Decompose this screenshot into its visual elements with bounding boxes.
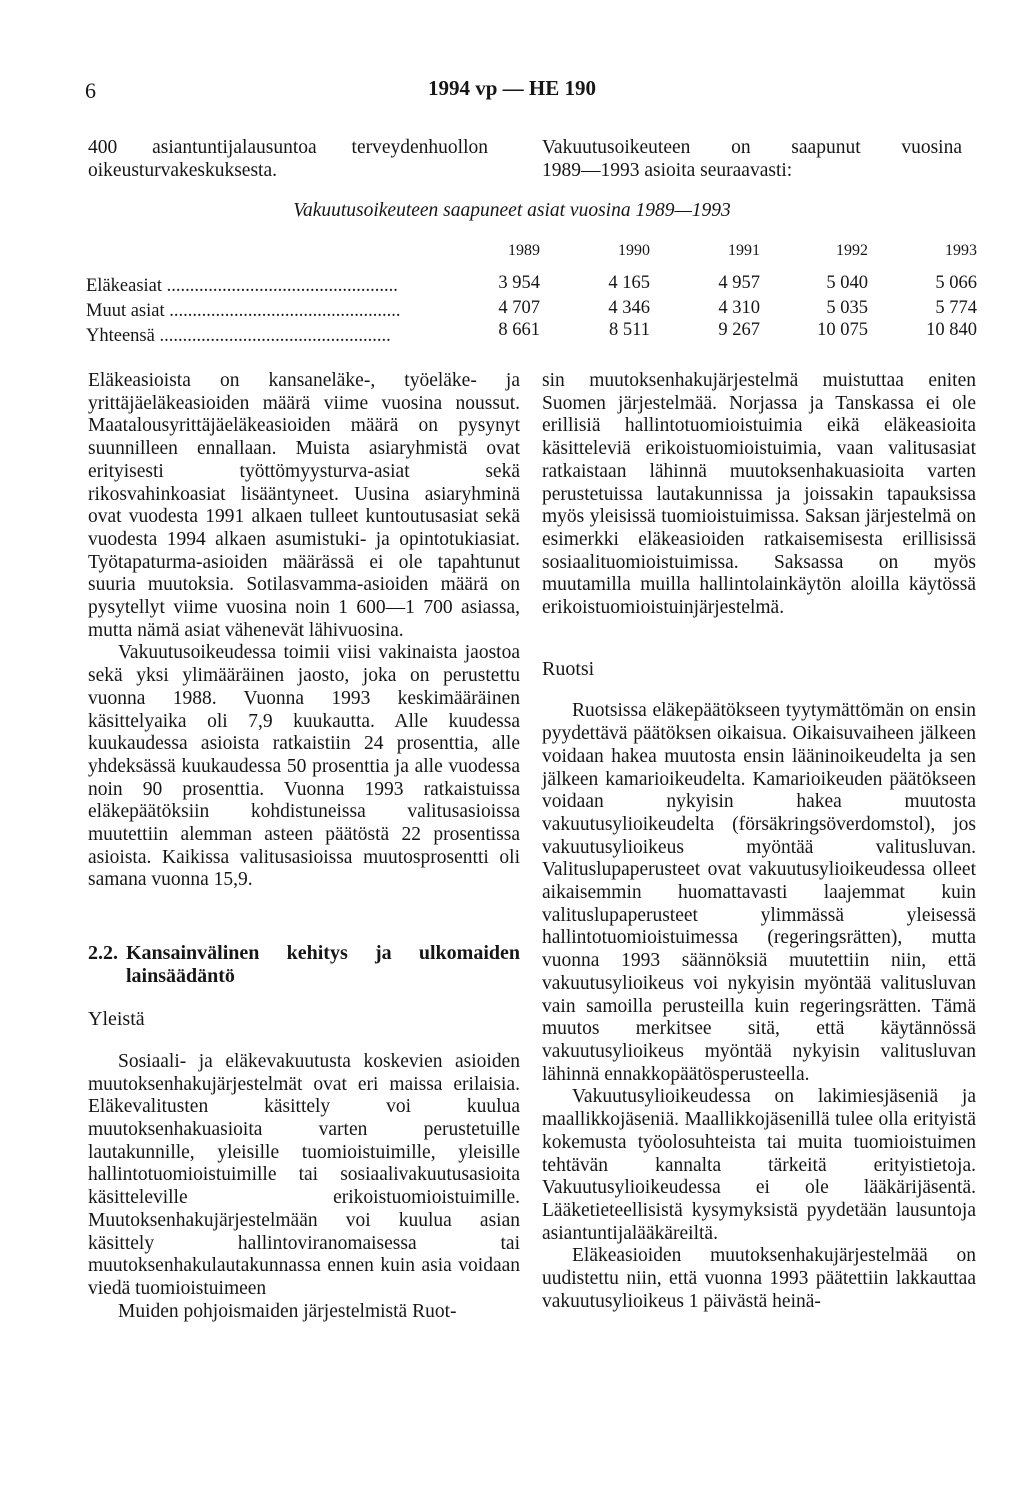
left-paragraph-4: Muiden pohjoismaiden järjestelmistä Ruot- — [118, 1300, 457, 1322]
left-paragraph-1: Eläkeasioista on kansaneläke-, työeläke- ja yrittäjäeläkeasioiden määrä viime vuosina noussut. Maatalousyrittäjäeläkeasioiden määrä on pysynyt suunnilleen ennallaan. Muista asiaryhmistä ovat erityisesti työttömyysturva-asiat sekä rikosvahinkoasiat lisääntyneet. Uusina asiaryhminä ovat vuodesta 1991 alkaen tulleet kuntoutusasiat sekä vuodesta 1994 alkaen asumistuki- ja opintotukiasiat. Työtapaturma-asioiden määrässä ei ole tapahtunut suuria muutoksia. Sotilasvamma-asioiden määrä on pysytellyt viime vuosina noin 1 600—1 700 asiassa, mutta nämä asiat vähenevät lähivuosina. — [88, 370, 520, 641]
right-paragraph-2: Ruotsissa eläkepäätökseen tyytymättömän on ensin pyydettävä päätöksen oikaisua. Oikaisuvaiheen jälkeen voidaan hakea muutosta ensin lääninoikeudelta ja sen jälkeen kamarioikeudelta. Kamarioikeuden päätökseen voidaan nykyisin hakea muutosta vakuutusylioikeudelta (försäkringsöverdomstol), jos vakuutusylioikeus myöntää valitusluvan. Valituslupaperusteet ovat vakuutusylioikeudessa olleet aikaisemmin huomattavasti laajemmat kuin valituslupaperusteet ylimmässä yleisessä hallintotuomioistuimessa (regeringsrätten), mutta vuonna 1993 säännöksiä muutettiin niin, että vakuutusylioikeus voi nykyisin myöntää valitusluvan vain samoilla perusteilla kuin regeringsrätten. Tämä muutos merkitsee sitä, että käytännössä vakuutusylioikeus myöntää nykyisin valitusluvan lähinnä ennakkopäätösperusteella. — [542, 700, 976, 1085]
table-cell: 4 310 — [718, 298, 760, 318]
table-cell: 9 267 — [718, 320, 760, 340]
year-header-1992: 1992 — [836, 242, 868, 259]
table-title: Vakuutusoikeuteen saapuneet asiat vuosina 1989—1993 — [293, 200, 731, 221]
table-cell: 5 066 — [935, 273, 977, 293]
row-label: Muut asiat .................................................. — [86, 301, 401, 321]
intro-right-line-1: Vakuutusoikeuteen on saapunut vuosina — [542, 137, 962, 158]
right-paragraph-1: sin muutoksenhakujärjestelmä muistuttaa eniten Suomen järjestelmää. Norjassa ja Tanskassa ei ole erillisiä hallintotuomioistuimia eikä eläkeasioita käsitteleviä erikoistuomioistuimia, vaan valitusasiat ratkaistaan lähinnä muutoksenhakuasioita varten perustetuissa lautakunnissa ja joissakin tapauksissa myös yleisissä tuomioistuimissa. Saksan järjestelmä on esimerkki eläkeasioiden ratkaisemisesta erillisissä sosiaalituomioistuimissa. Saksassa on myös muutamilla muilla hallintolainkäytön aloilla käytössä erikoistuomioistuinjärjestelmä. — [542, 370, 976, 619]
left-paragraph-3: Sosiaali- ja eläkevakuutusta koskevien asioiden muutoksenhakujärjestelmät ovat eri maissa erilaisia. Eläkevalitusten käsittely voi kuulua muutoksenhakuasioita varten perustetuille lautakunnille, yleisille tuomioistuimille, yleisille hallintotuomioistuimille tai sosiaalivakuutusasioita käsitteleville erikoistuomioistuimille. Muutoksenhakujärjestelmään voi kuulua asian käsittely hallintoviranomaisessa tai muutoksenhakulautakunnassa ennen kuin asia voidaan viedä tuomioistuimeen — [88, 1050, 520, 1299]
year-header-1991: 1991 — [728, 242, 760, 259]
right-paragraph-4: Eläkeasioiden muutoksenhakujärjestelmää on uudistettu niin, että vuonna 1993 päätettiin lakkauttaa vakuutusylioikeus 1 päivästä heinä- — [542, 1245, 976, 1312]
year-header-1990: 1990 — [618, 242, 650, 259]
year-header-1989: 1989 — [508, 242, 540, 259]
table-cell: 10 840 — [926, 320, 977, 340]
right-paragraph-3: Vakuutusylioikeudessa on lakimiesjäseniä ja maallikkojäseniä. Maallikkojäsenillä tulee olla erityistä kokemusta työolosuhteista tai muita tuomioistuimen tehtävän kannalta tärkeitä erityistietoja. Vakuutusylioikeudessa ei ole lääkärijäsentä. Lääketieteellisistä kysymyksistä pyydetään lausuntoja asiantuntijalääkäreiltä. — [542, 1086, 976, 1244]
intro-left-text: 400 asiantuntijalausuntoa terveydenhuollon oikeusturvakeskuksesta. — [88, 137, 488, 181]
table-cell: 4 957 — [718, 273, 760, 293]
table-cell: 5 035 — [826, 298, 868, 318]
table-cell: 8 511 — [609, 320, 650, 340]
table-cell: 5 040 — [826, 273, 868, 293]
subheading-yleista: Yleistä — [88, 1008, 145, 1031]
subheading-ruotsi: Ruotsi — [542, 657, 595, 680]
intro-right-line-2: 1989—1993 asioita seuraavasti: — [542, 160, 793, 181]
table-cell: 8 661 — [498, 320, 540, 340]
row-label: Yhteensä .................................................. — [86, 326, 391, 346]
section-heading — [88, 942, 520, 988]
running-head: 1994 vp — HE 190 — [427, 76, 597, 100]
table-cell: 4 346 — [608, 298, 650, 318]
section-number: 2.2. — [88, 942, 118, 965]
intro-right-text — [542, 136, 962, 182]
year-header-1993: 1993 — [945, 242, 977, 259]
left-paragraph-2: Vakuutusoikeudessa toimii viisi vakinaista jaostoa sekä yksi ylimääräinen jaosto, joka on perustettu vuonna 1988. Vuonna 1993 keskimääräinen käsittelyaika oli 7,9 kuukautta. Alle kuudessa kuukaudessa asioista ratkaistiin 24 prosenttia, alle yhdeksässä kuukaudessa 50 prosenttia ja alle vuodessa noin 90 prosenttia. Vuonna 1993 ratkaistuissa eläkepäätöksiin kohdistuneissa valitusasioissa muutettiin alemman asteen päätöstä 22 prosentissa asioista. Kaikissa valitusasioissa muutosprosentti oli samana vuonna 15,9. — [88, 642, 520, 891]
right-column — [542, 370, 976, 1313]
section-title: Kansainvälinen kehitys ja ulkomaiden lainsäädäntö — [126, 942, 520, 988]
table-cell: 5 774 — [935, 298, 977, 318]
table-cell: 4 165 — [608, 273, 650, 293]
row-label: Eläkeasiat .................................................. — [86, 276, 398, 296]
left-column — [88, 370, 520, 1323]
table-cell: 10 075 — [817, 320, 868, 340]
page-number: 6 — [85, 78, 96, 103]
table-cell: 3 954 — [498, 273, 540, 293]
table-cell: 4 707 — [498, 298, 540, 318]
